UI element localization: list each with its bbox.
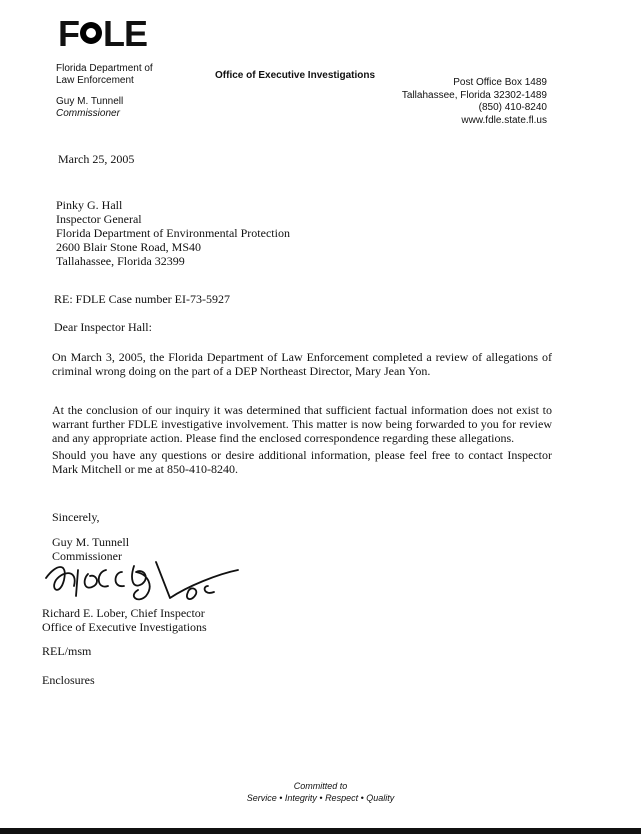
commissioner-name: Guy M. Tunnell	[56, 96, 124, 107]
footer-line-2: Service • Integrity • Respect • Quality	[246, 793, 395, 803]
footer-line-1: Committed to	[293, 781, 348, 791]
agency-line-2: Law Enforcement	[56, 75, 134, 86]
recipient-line: 2600 Blair Stone Road, MS40	[56, 240, 202, 254]
recipient-line: Tallahassee, Florida 32399	[56, 254, 185, 268]
reference-initials: REL/msm	[42, 644, 92, 658]
re-line: RE: FDLE Case number EI-73-5927	[54, 292, 230, 306]
signer-name: Richard E. Lober, Chief Inspector	[42, 606, 205, 620]
signer-office: Office of Executive Investigations	[42, 620, 207, 634]
fdle-logo: F LE	[58, 13, 148, 54]
mailing-address	[402, 77, 547, 127]
recipient-line: Pinky G. Hall	[56, 198, 123, 212]
recipient-line: Florida Department of Environmental Protection	[56, 226, 290, 240]
signer-bottom	[42, 606, 207, 634]
recipient-line: Inspector General	[56, 212, 142, 226]
signer-title: Commissioner	[52, 549, 123, 563]
agency-line-1: Florida Department of	[56, 63, 153, 74]
commissioner-block	[56, 96, 123, 120]
recipient-block	[56, 198, 290, 268]
enclosures-note: Enclosures	[42, 673, 95, 687]
letter-date: March 25, 2005	[58, 152, 135, 166]
salutation: Dear Inspector Hall:	[54, 320, 152, 334]
sun-emblem-icon	[80, 22, 102, 44]
handwritten-signature	[38, 556, 248, 608]
signer-name: Guy M. Tunnell	[52, 535, 130, 549]
scan-edge-bar	[0, 828, 641, 834]
commissioner-title: Commissioner	[56, 108, 120, 119]
address-phone: (850) 410-8240	[478, 102, 547, 113]
address-line: Tallahassee, Florida 32302-1489	[401, 89, 547, 101]
address-website: www.fdle.state.fl.us	[461, 114, 547, 126]
closing: Sincerely,	[52, 510, 100, 524]
footer-motto	[0, 780, 641, 804]
paragraph-1: On March 3, 2005, the Florida Department of Law Enforcement completed a review of allegations of criminal wrong doing on the part of a DEP Northeast Director, Mary Jean Yon.	[52, 350, 552, 378]
office-name: Office of Executive Investigations	[215, 70, 376, 81]
agency-name	[56, 63, 153, 87]
paragraph-3: Should you have any questions or desire additional information, please feel free to contact Inspector Mark Mitchell or me at 850-410-8240.	[52, 448, 552, 476]
address-line: Post Office Box 1489	[453, 77, 547, 88]
paragraph-2: At the conclusion of our inquiry it was determined that sufficient factual information does not exist to warrant further FDLE investigative involvement. This matter is now being forwarded to you for review and any appropriate action. Please find the enclosed correspondence regarding these allegations.	[52, 403, 552, 445]
